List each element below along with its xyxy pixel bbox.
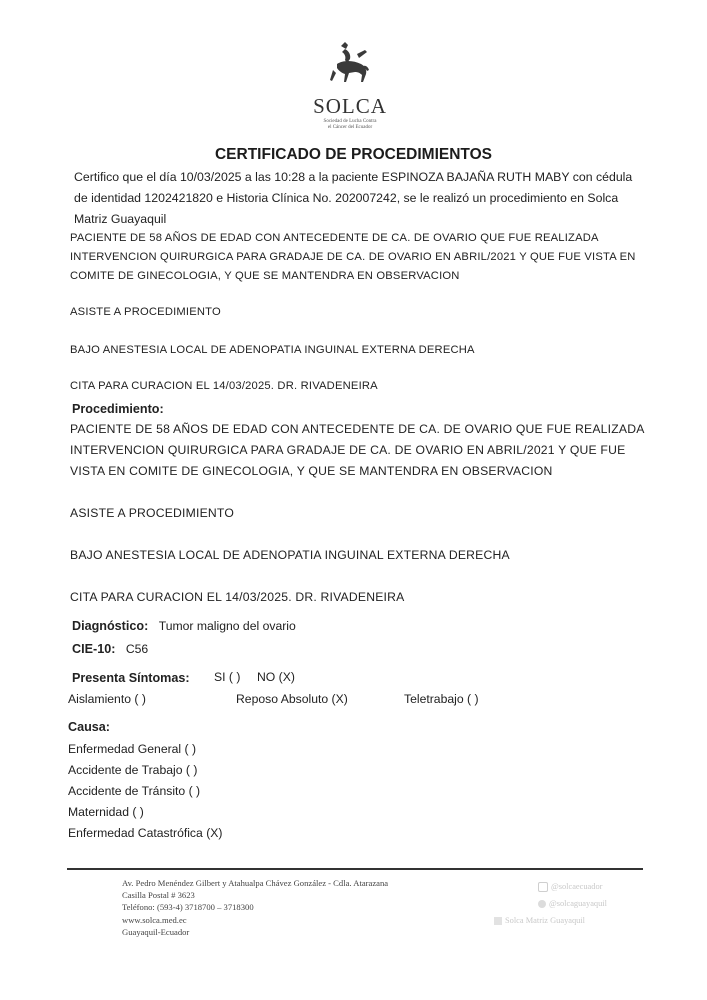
procedimiento-line: VISTA EN COMITE DE GINECOLOGIA, Y QUE SE MANTENDRA EN OBSERVACION <box>70 464 553 478</box>
causa-item: Maternidad ( ) <box>68 805 144 819</box>
diagnostico-value: Tumor maligno del ovario <box>158 619 296 633</box>
summary-asiste: ASISTE A PROCEDIMIENTO <box>70 306 221 318</box>
causa-item: Accidente de Trabajo ( ) <box>68 763 198 777</box>
summary-paragraph <box>70 229 670 286</box>
summary-line: PACIENTE DE 58 AÑOS DE EDAD CON ANTECEDENTE DE CA. DE OVARIO QUE FUE REALIZADA <box>70 232 599 244</box>
twitter-icon <box>538 900 546 908</box>
sintomas-no: NO (X) <box>257 670 295 684</box>
footer-address <box>122 877 388 938</box>
footer-line: Av. Pedro Menéndez Gilbert y Atahualpa Chávez González - Cdla. Atarazana <box>122 878 389 888</box>
summary-line: INTERVENCION QUIRURGICA PARA GRADAJE DE CA. DE OVARIO EN ABRIL/2021 Y QUE FUE VISTA EN <box>70 251 636 263</box>
social-instagram-handle: @solcaecuador <box>551 882 603 891</box>
aislamiento-option: Aislamiento ( ) <box>68 692 146 706</box>
procedimiento-anestesia: BAJO ANESTESIA LOCAL DE ADENOPATIA INGUINAL EXTERNA DERECHA <box>70 548 510 562</box>
causa-item: Enfermedad Catastrófica (X) <box>68 826 223 840</box>
cie10-row <box>72 640 148 658</box>
logo-name: SOLCA <box>313 94 387 118</box>
teletrabajo-option: Teletrabajo ( ) <box>404 692 479 706</box>
summary-cita: CITA PARA CURACION EL 14/03/2025. DR. RIVADENEIRA <box>70 380 378 392</box>
causa-item: Accidente de Tránsito ( ) <box>68 784 201 798</box>
intro-line: Matriz Guayaquil <box>74 212 167 226</box>
footer-divider <box>67 868 643 870</box>
document-title: CERTIFICADO DE PROCEDIMIENTOS <box>214 146 492 163</box>
summary-line: COMITE DE GINECOLOGIA, Y QUE SE MANTENDRA EN OBSERVACION <box>70 270 460 282</box>
procedimiento-asiste: ASISTE A PROCEDIMIENTO <box>70 506 235 520</box>
procedimiento-cita: CITA PARA CURACION EL 14/03/2025. DR. RIVADENEIRA <box>70 590 405 604</box>
footer-line: Casilla Postal # 3623 <box>122 890 195 901</box>
social-instagram <box>538 882 602 892</box>
logo-subtitle-1: Sociedad de Lucha Contra <box>323 119 377 124</box>
procedimiento-paragraph <box>70 419 670 482</box>
sintomas-si: SI ( ) <box>214 670 241 684</box>
procedimiento-label: Procedimiento: <box>72 402 164 416</box>
cie10-value: C56 <box>125 642 149 656</box>
social-facebook <box>494 916 585 925</box>
instagram-icon <box>538 882 548 892</box>
intro-paragraph <box>74 167 664 230</box>
footer-line: www.solca.med.ec <box>122 914 187 925</box>
social-twitter-handle: @solcaguayaquil <box>549 899 607 908</box>
procedimiento-line: INTERVENCION QUIRURGICA PARA GRADAJE DE CA. DE OVARIO EN ABRIL/2021 Y QUE FUE <box>70 443 626 457</box>
facebook-icon <box>494 917 502 925</box>
logo-subtitle-2: el Cáncer del Ecuador <box>327 125 373 130</box>
sintomas-label: Presenta Síntomas: <box>72 671 190 685</box>
solca-logo <box>300 40 400 131</box>
diagnostico-label: Diagnóstico: <box>72 619 149 633</box>
cie10-label: CIE-10: <box>72 642 116 656</box>
horseman-emblem-icon <box>327 40 373 92</box>
causa-item: Enfermedad General ( ) <box>68 742 197 756</box>
intro-line: de identidad 1202421820 e Historia Clínica No. 202007242, se le realizó un procedimiento en Solca <box>74 191 619 205</box>
social-twitter <box>538 899 607 908</box>
procedimiento-line: PACIENTE DE 58 AÑOS DE EDAD CON ANTECEDENTE DE CA. DE OVARIO QUE FUE REALIZADA <box>70 422 645 436</box>
footer-line: Teléfono: (593-4) 3718700 – 3718300 <box>122 902 254 913</box>
reposo-option: Reposo Absoluto (X) <box>236 692 348 706</box>
causa-label: Causa: <box>68 720 110 734</box>
social-facebook-page: Solca Matriz Guayaquil <box>505 916 586 925</box>
footer-line: Guayaquil-Ecuador <box>122 926 190 937</box>
diagnostico-row <box>72 617 296 635</box>
intro-line: Certifico que el día 10/03/2025 a las 10:28 a la paciente ESPINOZA BAJAÑA RUTH MABY con cédula <box>74 170 633 184</box>
summary-anestesia: BAJO ANESTESIA LOCAL DE ADENOPATIA INGUINAL EXTERNA DERECHA <box>70 344 475 356</box>
